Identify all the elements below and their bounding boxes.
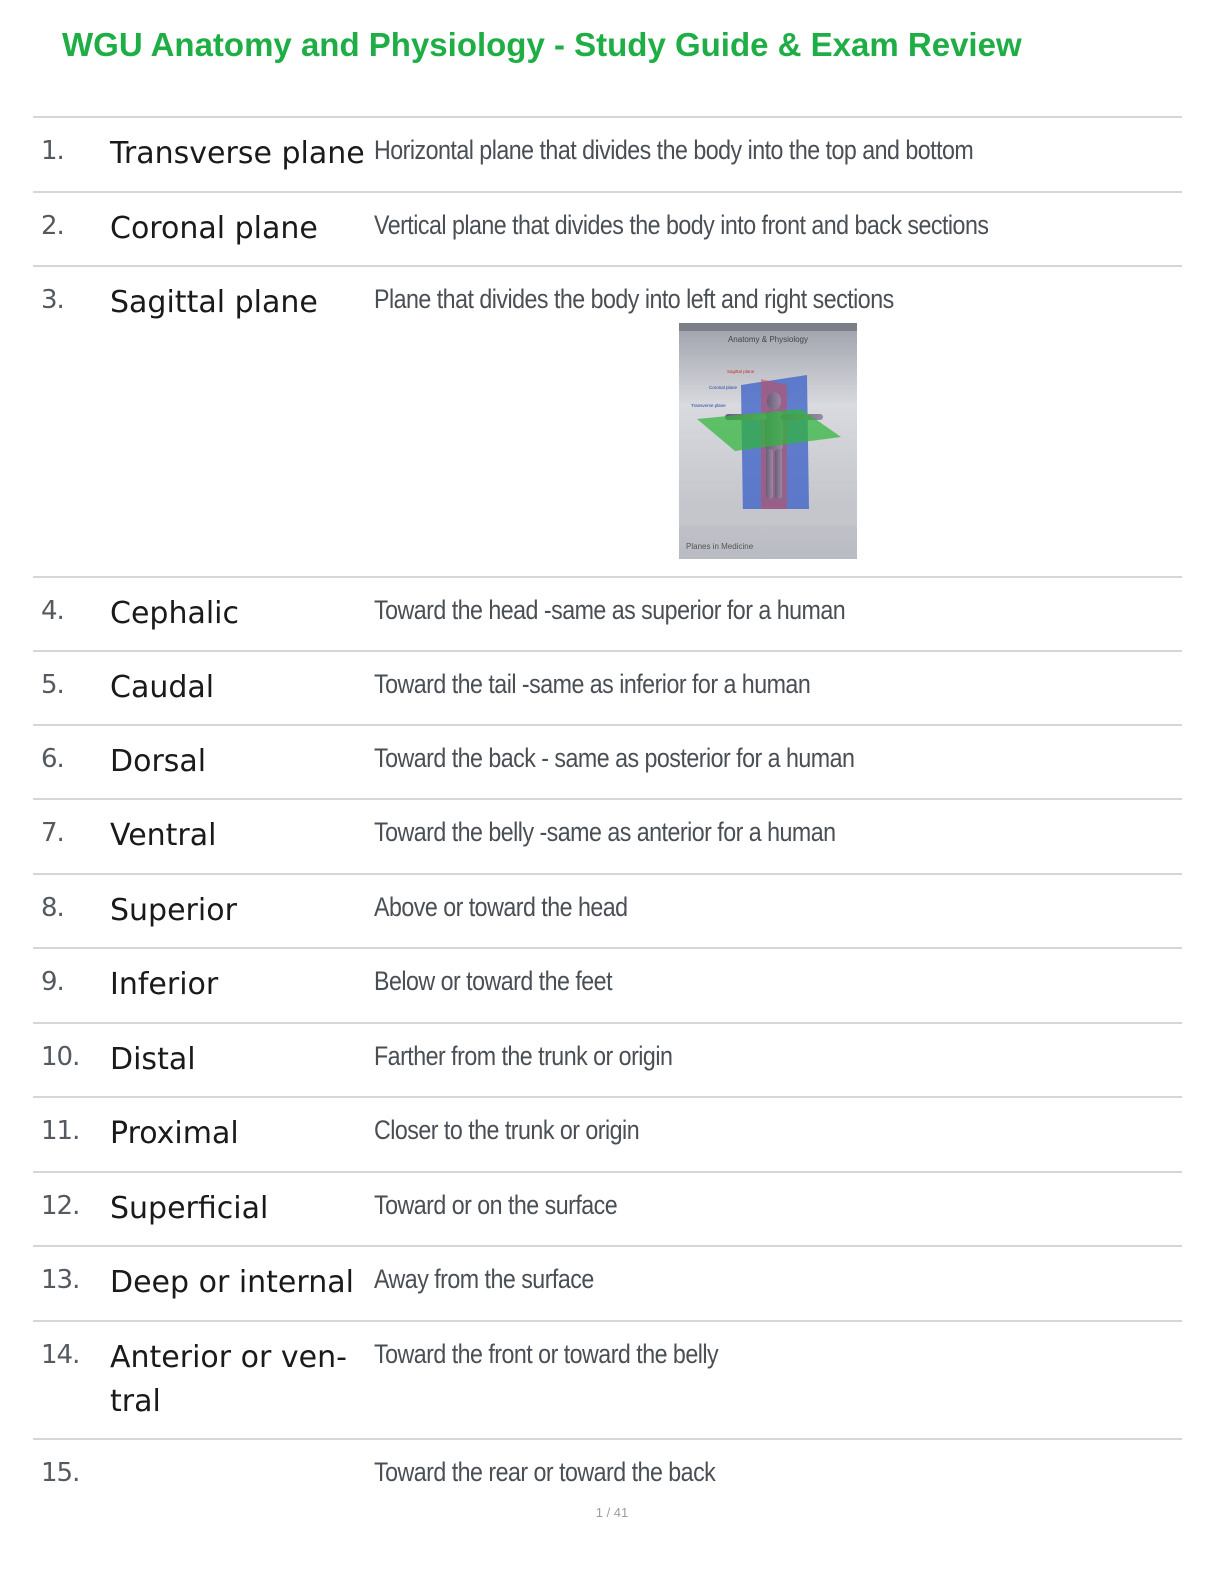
table-row	[33, 949, 1182, 1024]
definition: Closer to the trunk or origin	[374, 1115, 640, 1145]
transverse-label: Transverse plane	[691, 403, 726, 408]
definition: Toward the belly -same as anterior for a human	[374, 817, 836, 847]
sagittal-label: Sagittal plane	[727, 369, 755, 374]
row-number: 12.	[41, 1191, 80, 1221]
row-number: 11.	[41, 1116, 80, 1146]
table-row	[33, 726, 1182, 800]
row-number: 5.	[41, 670, 64, 700]
term: Deep or internal	[110, 1265, 354, 1300]
row-number: 2.	[41, 211, 64, 241]
row-number: 6.	[41, 744, 64, 774]
definition: Toward the head -same as superior for a human	[374, 595, 846, 625]
term: Dorsal	[110, 744, 207, 779]
figure-header: Anatomy & Physiology	[727, 335, 809, 344]
figure-caption: Planes in Medicine	[686, 542, 754, 551]
definition: Above or toward the head	[374, 892, 628, 922]
term: Coronal plane	[110, 211, 318, 246]
table-row	[33, 1247, 1182, 1322]
definition: Toward or on the surface	[374, 1190, 618, 1220]
term: Proximal	[110, 1116, 239, 1151]
row-number: 9.	[41, 967, 64, 997]
definition: Horizontal plane that divides the body into the top and bottom	[374, 135, 974, 165]
table-row	[33, 1024, 1182, 1098]
table-row	[33, 578, 1182, 652]
glossary-table	[33, 116, 1182, 1508]
definition: Farther from the trunk or origin	[374, 1041, 673, 1071]
table-row	[33, 267, 1182, 578]
term: Superior	[110, 893, 237, 928]
term: Caudal	[110, 670, 215, 705]
definition: Vertical plane that divides the body into front and back sections	[374, 210, 989, 240]
row-number: 3.	[41, 285, 64, 315]
row-number: 4.	[41, 596, 64, 626]
term: Cephalic	[110, 596, 240, 631]
row-number: 13.	[41, 1265, 80, 1295]
table-row	[33, 1440, 1182, 1508]
term: Sagittal plane	[110, 285, 318, 320]
row-number: 10.	[41, 1042, 80, 1072]
definition: Toward the back - same as posterior for a human	[374, 743, 855, 773]
definition: Below or toward the feet	[374, 966, 613, 996]
row-number: 15.	[41, 1458, 80, 1488]
definition: Toward the rear or toward the back	[374, 1457, 716, 1487]
definition: Away from the surface	[374, 1264, 594, 1294]
body-planes-photo	[679, 323, 857, 559]
definition: Toward the front or toward the belly	[374, 1339, 719, 1369]
table-row	[33, 800, 1182, 875]
definition: Toward the tail -same as inferior for a human	[374, 669, 811, 699]
term: Anterior or ven-tral	[110, 1340, 347, 1419]
table-row	[33, 652, 1182, 726]
row-number: 1.	[41, 136, 64, 166]
table-row	[33, 118, 1182, 193]
term: Ventral	[110, 818, 217, 853]
body-planes-illustration	[679, 323, 857, 559]
coronal-label: Coronal plane	[709, 385, 738, 390]
term: Inferior	[110, 967, 219, 1002]
document-title: WGU Anatomy and Physiology - Study Guide & Exam Review	[62, 26, 1022, 63]
table-row	[33, 193, 1182, 267]
term: Distal	[110, 1042, 196, 1077]
page-indicator: 1 / 41	[595, 1505, 629, 1520]
row-number: 8.	[41, 893, 64, 923]
table-row	[33, 1098, 1182, 1173]
definition: Plane that divides the body into left and right sections	[374, 284, 894, 314]
row-number: 7.	[41, 818, 64, 848]
table-row	[33, 875, 1182, 949]
term: Superficial	[110, 1191, 269, 1226]
row-number: 14.	[41, 1340, 80, 1370]
term: Transverse plane	[110, 136, 365, 171]
table-row	[33, 1173, 1182, 1247]
table-row	[33, 1322, 1182, 1440]
